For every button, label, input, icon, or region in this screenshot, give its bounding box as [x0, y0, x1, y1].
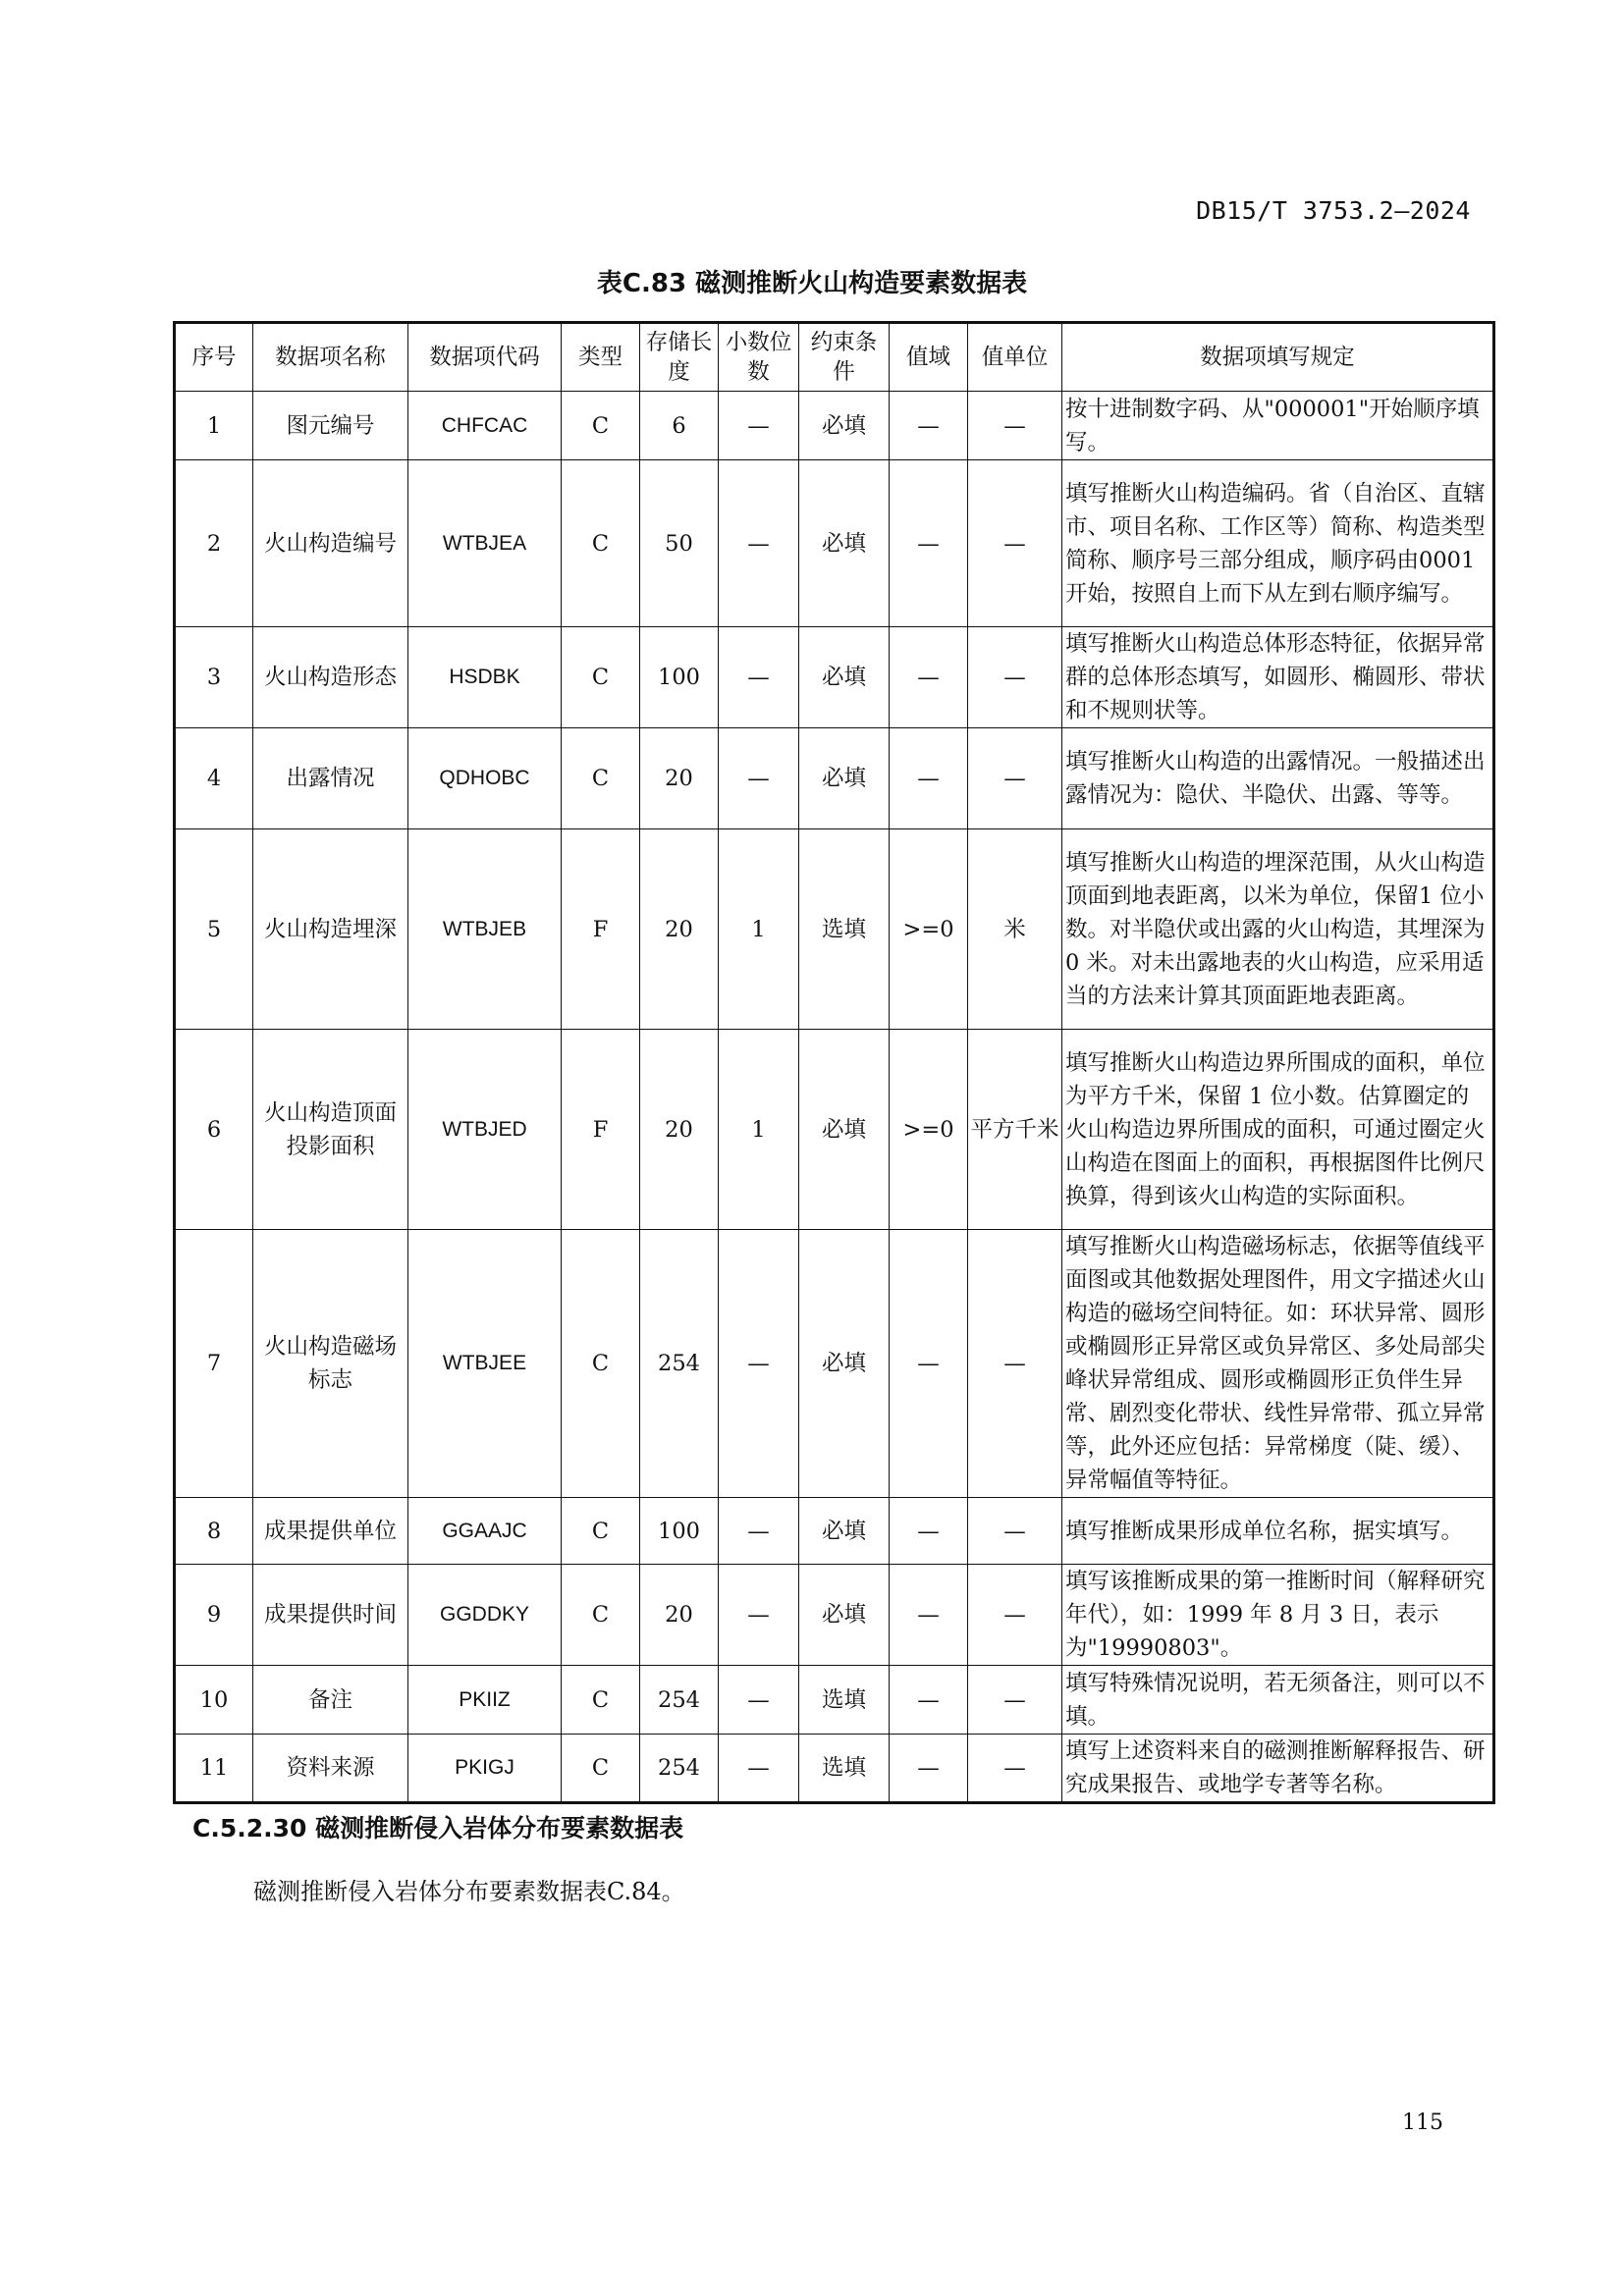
cell-decimals: — — [719, 627, 799, 728]
cell-no: 11 — [175, 1735, 253, 1803]
cell-decimals: — — [719, 392, 799, 460]
cell-length: 20 — [640, 728, 719, 829]
cell-decimals: — — [719, 728, 799, 829]
cell-rule: 按十进制数字码、从"000001"开始顺序填写。 — [1062, 392, 1494, 460]
table-row — [175, 829, 1494, 1030]
cell-length: 20 — [640, 829, 719, 1030]
cell-name: 成果提供时间 — [253, 1565, 408, 1666]
cell-range: — — [890, 1230, 968, 1498]
table-row — [175, 1565, 1494, 1666]
cell-constraint: 必填 — [799, 728, 890, 829]
cell-range: — — [890, 1565, 968, 1666]
cell-no: 7 — [175, 1230, 253, 1498]
page-number: 115 — [1402, 2110, 1443, 2135]
table-row — [175, 728, 1494, 829]
cell-rule: 填写该推断成果的第一推断时间（解释研究年代），如：1999 年 8 月 3 日，表示为"19990803"。 — [1062, 1565, 1494, 1666]
cell-rule: 填写推断火山构造磁场标志，依据等值线平面图或其他数据处理图件，用文字描述火山构造的磁场空间特征。如：环状异常、圆形或椭圆形正异常区或负异常区、多处局部尖峰状异常组成、圆形或椭圆形正负伴生异常、剧烈变化带状、线性异常带、孤立异常等，此外还应包括：异常梯度（陡、缓）、异常幅值等特征。 — [1062, 1230, 1494, 1498]
cell-unit: — — [968, 627, 1062, 728]
cell-no: 6 — [175, 1030, 253, 1230]
cell-type: C — [562, 1565, 640, 1666]
cell-range: — — [890, 1498, 968, 1565]
cell-decimals: — — [719, 1666, 799, 1735]
cell-unit: — — [968, 1735, 1062, 1803]
cell-decimals: — — [719, 1565, 799, 1666]
cell-no: 3 — [175, 627, 253, 728]
cell-constraint: 必填 — [799, 1565, 890, 1666]
column-header: 值域 — [890, 323, 968, 392]
cell-code: CHFCAC — [408, 392, 562, 460]
cell-type: F — [562, 829, 640, 1030]
cell-length: 6 — [640, 392, 719, 460]
cell-type: C — [562, 392, 640, 460]
cell-decimals: — — [719, 460, 799, 627]
cell-length: 50 — [640, 460, 719, 627]
cell-decimals: — — [719, 1735, 799, 1803]
cell-length: 254 — [640, 1735, 719, 1803]
cell-range: >=0 — [890, 1030, 968, 1230]
cell-type: C — [562, 460, 640, 627]
cell-unit: 平方千米 — [968, 1030, 1062, 1230]
table-row — [175, 1498, 1494, 1565]
cell-constraint: 必填 — [799, 627, 890, 728]
cell-name: 火山构造编号 — [253, 460, 408, 627]
cell-name: 火山构造形态 — [253, 627, 408, 728]
cell-code: QDHOBC — [408, 728, 562, 829]
cell-no: 8 — [175, 1498, 253, 1565]
table-row — [175, 460, 1494, 627]
cell-length: 254 — [640, 1230, 719, 1498]
cell-constraint: 选填 — [799, 1735, 890, 1803]
cell-constraint: 必填 — [799, 1498, 890, 1565]
cell-length: 20 — [640, 1030, 719, 1230]
column-header: 类型 — [562, 323, 640, 392]
column-header: 数据项名称 — [253, 323, 408, 392]
cell-code: GGDDKY — [408, 1565, 562, 1666]
cell-name: 火山构造磁场标志 — [253, 1230, 408, 1498]
cell-unit: — — [968, 1498, 1062, 1565]
cell-constraint: 必填 — [799, 1030, 890, 1230]
cell-name: 出露情况 — [253, 728, 408, 829]
cell-length: 100 — [640, 1498, 719, 1565]
table-row — [175, 1030, 1494, 1230]
cell-name: 火山构造顶面投影面积 — [253, 1030, 408, 1230]
cell-decimals: — — [719, 1498, 799, 1565]
cell-unit: — — [968, 1565, 1062, 1666]
column-header: 小数位数 — [719, 323, 799, 392]
cell-unit: — — [968, 1230, 1062, 1498]
column-header: 序号 — [175, 323, 253, 392]
cell-name: 成果提供单位 — [253, 1498, 408, 1565]
cell-constraint: 选填 — [799, 1666, 890, 1735]
cell-no: 9 — [175, 1565, 253, 1666]
cell-range: — — [890, 627, 968, 728]
cell-range: >=0 — [890, 829, 968, 1030]
table-row — [175, 627, 1494, 728]
table-row — [175, 1666, 1494, 1735]
column-header: 约束条件 — [799, 323, 890, 392]
cell-constraint: 必填 — [799, 460, 890, 627]
cell-code: WTBJED — [408, 1030, 562, 1230]
cell-type: C — [562, 1498, 640, 1565]
cell-rule: 填写推断火山构造的埋深范围，从火山构造顶面到地表距离，以米为单位，保留1 位小数。对半隐伏或出露的火山构造，其埋深为 0 米。对未出露地表的火山构造，应采用适当的方法来计算其顶面距地表距离。 — [1062, 829, 1494, 1030]
cell-length: 254 — [640, 1666, 719, 1735]
column-header: 存储长度 — [640, 323, 719, 392]
cell-name: 备注 — [253, 1666, 408, 1735]
cell-no: 2 — [175, 460, 253, 627]
cell-name: 资料来源 — [253, 1735, 408, 1803]
cell-type: C — [562, 627, 640, 728]
cell-rule: 填写推断成果形成单位名称，据实填写。 — [1062, 1498, 1494, 1565]
standard-code: DB15/T 3753.2—2024 — [1196, 196, 1471, 225]
cell-no: 10 — [175, 1666, 253, 1735]
column-header: 值单位 — [968, 323, 1062, 392]
cell-code: WTBJEB — [408, 829, 562, 1030]
cell-decimals: 1 — [719, 829, 799, 1030]
column-header: 数据项代码 — [408, 323, 562, 392]
table-header-row — [175, 323, 1494, 392]
cell-constraint: 必填 — [799, 392, 890, 460]
cell-unit: — — [968, 460, 1062, 627]
cell-code: PKIIZ — [408, 1666, 562, 1735]
table-title: 表C.83 磁测推断火山构造要素数据表 — [596, 269, 1028, 298]
cell-length: 20 — [640, 1565, 719, 1666]
cell-no: 4 — [175, 728, 253, 829]
cell-rule: 填写特殊情况说明，若无须备注，则可以不填。 — [1062, 1666, 1494, 1735]
cell-rule: 填写推断火山构造的出露情况。一般描述出露情况为：隐伏、半隐伏、出露、等等。 — [1062, 728, 1494, 829]
cell-range: — — [890, 1735, 968, 1803]
cell-name: 图元编号 — [253, 392, 408, 460]
table-row — [175, 1735, 1494, 1803]
cell-type: F — [562, 1030, 640, 1230]
column-header: 数据项填写规定 — [1062, 323, 1494, 392]
cell-unit: — — [968, 392, 1062, 460]
cell-decimals: 1 — [719, 1030, 799, 1230]
cell-code: PKIGJ — [408, 1735, 562, 1803]
cell-code: WTBJEA — [408, 460, 562, 627]
cell-rule: 填写上述资料来自的磁测推断解释报告、研究成果报告、或地学专著等名称。 — [1062, 1735, 1494, 1803]
cell-name: 火山构造埋深 — [253, 829, 408, 1030]
cell-constraint: 选填 — [799, 829, 890, 1030]
cell-range: — — [890, 460, 968, 627]
cell-rule: 填写推断火山构造编码。省（自治区、直辖市、项目名称、工作区等）简称、构造类型简称、顺序号三部分组成，顺序码由0001 开始，按照自上而下从左到右顺序编写。 — [1062, 460, 1494, 627]
data-item-table — [173, 321, 1495, 1804]
cell-no: 5 — [175, 829, 253, 1030]
cell-unit: — — [968, 728, 1062, 829]
table-row — [175, 1230, 1494, 1498]
cell-no: 1 — [175, 392, 253, 460]
cell-length: 100 — [640, 627, 719, 728]
cell-code: WTBJEE — [408, 1230, 562, 1498]
cell-rule: 填写推断火山构造边界所围成的面积，单位为平方千米，保留 1 位小数。估算圈定的火山构造边界所围成的面积，可通过圈定火山构造在图面上的面积，再根据图件比例尺换算，得到该火山构造的实际面积。 — [1062, 1030, 1494, 1230]
section-body: 磁测推断侵入岩体分布要素数据表C.84。 — [253, 1878, 685, 1905]
cell-code: HSDBK — [408, 627, 562, 728]
cell-code: GGAAJC — [408, 1498, 562, 1565]
cell-decimals: — — [719, 1230, 799, 1498]
cell-rule: 填写推断火山构造总体形态特征，依据异常群的总体形态填写，如圆形、椭圆形、带状和不规则状等。 — [1062, 627, 1494, 728]
cell-unit: 米 — [968, 829, 1062, 1030]
cell-type: C — [562, 1735, 640, 1803]
cell-range: — — [890, 392, 968, 460]
cell-type: C — [562, 728, 640, 829]
cell-type: C — [562, 1666, 640, 1735]
table-row — [175, 392, 1494, 460]
cell-constraint: 必填 — [799, 1230, 890, 1498]
cell-range: — — [890, 1666, 968, 1735]
cell-unit: — — [968, 1666, 1062, 1735]
section-heading: C.5.2.30 磁测推断侵入岩体分布要素数据表 — [192, 1814, 684, 1842]
cell-type: C — [562, 1230, 640, 1498]
cell-range: — — [890, 728, 968, 829]
